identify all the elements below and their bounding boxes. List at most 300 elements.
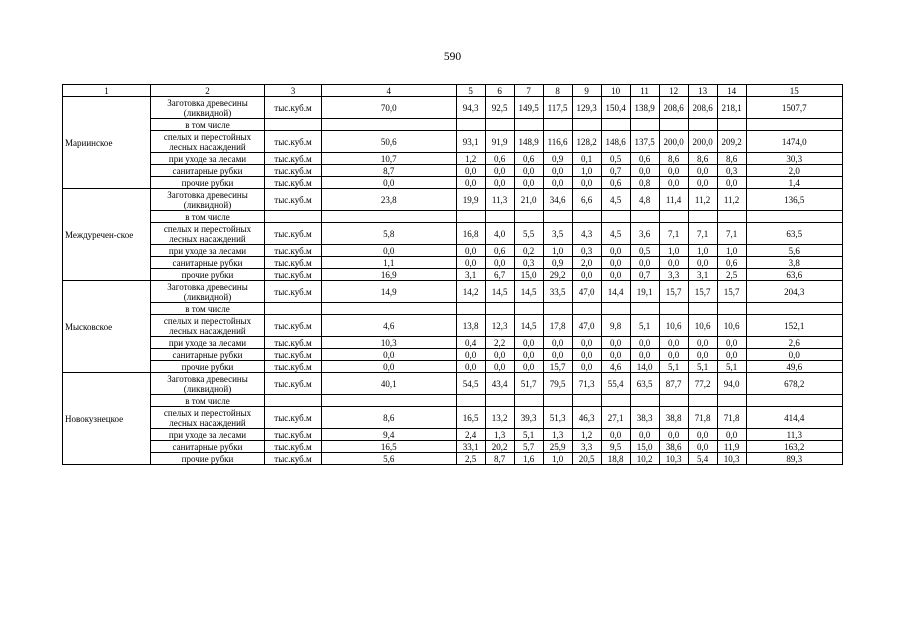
value-cell: 0,0 xyxy=(630,429,659,441)
value-cell: 150,4 xyxy=(601,97,630,119)
value-cell: 0,0 xyxy=(717,349,746,361)
value-cell: 14,5 xyxy=(485,281,514,303)
row-label: Заготовка древесины (ликвидной) xyxy=(151,281,265,303)
value-cell xyxy=(572,211,601,223)
value-cell: 0,0 xyxy=(456,245,485,257)
value-cell: 15,0 xyxy=(514,269,543,281)
value-cell: 71,8 xyxy=(717,407,746,429)
unit-cell: тыс.куб.м xyxy=(264,373,321,395)
value-cell: 8,7 xyxy=(321,165,456,177)
value-cell: 14,5 xyxy=(514,315,543,337)
value-cell: 3,5 xyxy=(543,223,572,245)
value-cell: 17,8 xyxy=(543,315,572,337)
value-cell: 0,0 xyxy=(543,337,572,349)
value-cell xyxy=(485,119,514,131)
value-cell: 2,6 xyxy=(746,337,842,349)
value-cell: 1,3 xyxy=(543,429,572,441)
value-cell: 10,6 xyxy=(717,315,746,337)
value-cell: 116,6 xyxy=(543,131,572,153)
value-cell: 8,6 xyxy=(321,407,456,429)
value-cell: 0,0 xyxy=(630,257,659,269)
value-cell: 1,4 xyxy=(746,177,842,189)
row-label: Заготовка древесины (ликвидной) xyxy=(151,189,265,211)
unit-cell: тыс.куб.м xyxy=(264,407,321,429)
value-cell: 63,5 xyxy=(630,373,659,395)
value-cell: 14,4 xyxy=(601,281,630,303)
unit-cell: тыс.куб.м xyxy=(264,245,321,257)
value-cell xyxy=(456,211,485,223)
table-row xyxy=(63,395,843,407)
row-label: Заготовка древесины (ликвидной) xyxy=(151,373,265,395)
value-cell: 10,3 xyxy=(321,337,456,349)
value-cell: 13,8 xyxy=(456,315,485,337)
value-cell: 9,4 xyxy=(321,429,456,441)
value-cell xyxy=(659,303,688,315)
value-cell: 0,0 xyxy=(601,245,630,257)
table-row xyxy=(63,177,843,189)
value-cell xyxy=(456,303,485,315)
value-cell: 10,2 xyxy=(630,453,659,465)
value-cell: 11,3 xyxy=(746,429,842,441)
value-cell xyxy=(456,119,485,131)
row-label: при уходе за лесами xyxy=(151,429,265,441)
column-header: 12 xyxy=(659,85,688,97)
unit-cell: тыс.куб.м xyxy=(264,269,321,281)
value-cell: 12,3 xyxy=(485,315,514,337)
value-cell: 10,3 xyxy=(717,453,746,465)
row-label: прочие рубки xyxy=(151,453,265,465)
value-cell: 8,7 xyxy=(485,453,514,465)
table-row xyxy=(63,189,843,211)
unit-cell xyxy=(264,395,321,407)
column-header: 2 xyxy=(151,85,265,97)
value-cell: 5,1 xyxy=(717,361,746,373)
value-cell: 0,0 xyxy=(572,349,601,361)
value-cell: 0,4 xyxy=(456,337,485,349)
column-header: 7 xyxy=(514,85,543,97)
value-cell: 204,3 xyxy=(746,281,842,303)
value-cell: 7,1 xyxy=(717,223,746,245)
value-cell: 94,0 xyxy=(717,373,746,395)
value-cell: 152,1 xyxy=(746,315,842,337)
region-name: Мысковское xyxy=(63,281,151,373)
value-cell: 0,0 xyxy=(485,361,514,373)
table-row xyxy=(63,165,843,177)
unit-cell xyxy=(264,211,321,223)
value-cell: 163,2 xyxy=(746,441,842,453)
value-cell: 16,9 xyxy=(321,269,456,281)
value-cell xyxy=(601,211,630,223)
value-cell: 5,7 xyxy=(514,441,543,453)
table-row xyxy=(63,303,843,315)
value-cell: 0,0 xyxy=(321,177,456,189)
table-row xyxy=(63,315,843,337)
value-cell: 20,2 xyxy=(485,441,514,453)
value-cell: 200,0 xyxy=(688,131,717,153)
value-cell: 0,0 xyxy=(688,177,717,189)
value-cell: 1,0 xyxy=(543,453,572,465)
value-cell: 19,1 xyxy=(630,281,659,303)
value-cell: 6,7 xyxy=(485,269,514,281)
column-header: 4 xyxy=(321,85,456,97)
table-row xyxy=(63,429,843,441)
value-cell: 38,8 xyxy=(659,407,688,429)
value-cell: 0,0 xyxy=(688,257,717,269)
value-cell xyxy=(543,119,572,131)
value-cell: 4,8 xyxy=(630,189,659,211)
value-cell: 5,4 xyxy=(688,453,717,465)
value-cell: 29,2 xyxy=(543,269,572,281)
value-cell: 10,6 xyxy=(659,315,688,337)
table-row xyxy=(63,131,843,153)
value-cell xyxy=(746,395,842,407)
value-cell: 0,6 xyxy=(514,153,543,165)
value-cell: 0,0 xyxy=(485,177,514,189)
value-cell: 9,5 xyxy=(601,441,630,453)
table-row xyxy=(63,337,843,349)
value-cell: 5,1 xyxy=(688,361,717,373)
table-row xyxy=(63,223,843,245)
value-cell: 3,3 xyxy=(572,441,601,453)
value-cell: 4,6 xyxy=(321,315,456,337)
unit-cell: тыс.куб.м xyxy=(264,337,321,349)
unit-cell: тыс.куб.м xyxy=(264,153,321,165)
value-cell: 0,0 xyxy=(601,269,630,281)
value-cell xyxy=(601,395,630,407)
unit-cell xyxy=(264,119,321,131)
value-cell xyxy=(572,119,601,131)
unit-cell xyxy=(264,303,321,315)
value-cell: 200,0 xyxy=(659,131,688,153)
value-cell: 0,0 xyxy=(688,165,717,177)
value-cell: 0,0 xyxy=(572,177,601,189)
value-cell: 8,6 xyxy=(717,153,746,165)
value-cell: 11,2 xyxy=(717,189,746,211)
value-cell xyxy=(543,395,572,407)
value-cell: 0,0 xyxy=(688,337,717,349)
value-cell: 71,3 xyxy=(572,373,601,395)
table-row xyxy=(63,257,843,269)
value-cell: 1,6 xyxy=(514,453,543,465)
value-cell: 14,2 xyxy=(456,281,485,303)
value-cell xyxy=(321,211,456,223)
value-cell: 0,0 xyxy=(659,337,688,349)
table-row xyxy=(63,211,843,223)
value-cell: 0,0 xyxy=(514,177,543,189)
value-cell: 20,5 xyxy=(572,453,601,465)
value-cell: 1,0 xyxy=(659,245,688,257)
value-cell: 16,5 xyxy=(321,441,456,453)
value-cell: 15,7 xyxy=(659,281,688,303)
value-cell xyxy=(601,303,630,315)
forest-harvest-table xyxy=(62,84,843,465)
value-cell xyxy=(514,395,543,407)
value-cell: 0,0 xyxy=(717,337,746,349)
value-cell: 1507,7 xyxy=(746,97,842,119)
table-row xyxy=(63,349,843,361)
value-cell: 0,1 xyxy=(572,153,601,165)
row-label: Заготовка древесины (ликвидной) xyxy=(151,97,265,119)
value-cell xyxy=(630,211,659,223)
value-cell: 1,2 xyxy=(572,429,601,441)
value-cell xyxy=(717,395,746,407)
value-cell: 0,6 xyxy=(601,177,630,189)
row-label: при уходе за лесами xyxy=(151,153,265,165)
value-cell: 10,7 xyxy=(321,153,456,165)
value-cell: 1,0 xyxy=(688,245,717,257)
region-name: Мариинское xyxy=(63,97,151,189)
row-label: спелых и перестойных лесных насаждений xyxy=(151,223,265,245)
value-cell: 137,5 xyxy=(630,131,659,153)
value-cell: 0,0 xyxy=(717,429,746,441)
row-label: прочие рубки xyxy=(151,361,265,373)
value-cell: 0,0 xyxy=(630,349,659,361)
value-cell: 1,0 xyxy=(543,245,572,257)
unit-cell: тыс.куб.м xyxy=(264,441,321,453)
value-cell: 0,0 xyxy=(456,177,485,189)
table-row xyxy=(63,373,843,395)
value-cell: 0,6 xyxy=(485,153,514,165)
value-cell xyxy=(485,395,514,407)
column-header: 6 xyxy=(485,85,514,97)
column-header: 11 xyxy=(630,85,659,97)
value-cell xyxy=(659,395,688,407)
row-label: при уходе за лесами xyxy=(151,337,265,349)
value-cell: 0,0 xyxy=(572,337,601,349)
value-cell: 0,0 xyxy=(514,165,543,177)
value-cell xyxy=(630,119,659,131)
value-cell: 47,0 xyxy=(572,281,601,303)
value-cell xyxy=(630,395,659,407)
value-cell xyxy=(514,119,543,131)
unit-cell: тыс.куб.м xyxy=(264,97,321,119)
value-cell: 0,5 xyxy=(601,153,630,165)
row-label: спелых и перестойных лесных насаждений xyxy=(151,315,265,337)
value-cell: 0,0 xyxy=(659,257,688,269)
value-cell: 1,0 xyxy=(572,165,601,177)
value-cell: 0,6 xyxy=(630,153,659,165)
column-header: 3 xyxy=(264,85,321,97)
value-cell: 63,6 xyxy=(746,269,842,281)
value-cell: 10,3 xyxy=(659,453,688,465)
value-cell: 91,9 xyxy=(485,131,514,153)
value-cell: 5,8 xyxy=(321,223,456,245)
value-cell: 79,5 xyxy=(543,373,572,395)
value-cell: 10,6 xyxy=(688,315,717,337)
row-label: санитарные рубки xyxy=(151,165,265,177)
value-cell: 1,1 xyxy=(321,257,456,269)
value-cell xyxy=(321,303,456,315)
value-cell: 49,6 xyxy=(746,361,842,373)
value-cell: 46,3 xyxy=(572,407,601,429)
value-cell: 39,3 xyxy=(514,407,543,429)
value-cell: 13,2 xyxy=(485,407,514,429)
value-cell: 47,0 xyxy=(572,315,601,337)
value-cell: 0,0 xyxy=(321,361,456,373)
value-cell: 0,0 xyxy=(659,429,688,441)
value-cell: 0,0 xyxy=(572,269,601,281)
value-cell xyxy=(514,211,543,223)
value-cell: 0,0 xyxy=(717,177,746,189)
value-cell: 678,2 xyxy=(746,373,842,395)
value-cell: 4,6 xyxy=(601,361,630,373)
value-cell: 89,3 xyxy=(746,453,842,465)
value-cell: 54,5 xyxy=(456,373,485,395)
table-row xyxy=(63,453,843,465)
value-cell: 11,3 xyxy=(485,189,514,211)
value-cell: 11,9 xyxy=(717,441,746,453)
value-cell: 77,2 xyxy=(688,373,717,395)
table-row xyxy=(63,441,843,453)
row-label: санитарные рубки xyxy=(151,349,265,361)
column-header: 14 xyxy=(717,85,746,97)
value-cell: 15,7 xyxy=(717,281,746,303)
value-cell: 3,1 xyxy=(688,269,717,281)
value-cell xyxy=(746,119,842,131)
value-cell: 7,1 xyxy=(688,223,717,245)
value-cell: 0,0 xyxy=(601,257,630,269)
value-cell: 2,4 xyxy=(456,429,485,441)
value-cell: 27,1 xyxy=(601,407,630,429)
value-cell: 34,6 xyxy=(543,189,572,211)
value-cell xyxy=(688,303,717,315)
value-cell: 0,0 xyxy=(456,361,485,373)
row-label: при уходе за лесами xyxy=(151,245,265,257)
value-cell: 5,1 xyxy=(659,361,688,373)
value-cell: 0,6 xyxy=(485,245,514,257)
value-cell: 0,0 xyxy=(456,165,485,177)
value-cell xyxy=(601,119,630,131)
value-cell: 0,0 xyxy=(485,349,514,361)
value-cell: 0,0 xyxy=(601,429,630,441)
value-cell: 218,1 xyxy=(717,97,746,119)
value-cell: 0,0 xyxy=(630,165,659,177)
row-label: прочие рубки xyxy=(151,177,265,189)
value-cell xyxy=(688,395,717,407)
value-cell: 148,9 xyxy=(514,131,543,153)
value-cell: 0,0 xyxy=(543,165,572,177)
value-cell: 0,7 xyxy=(630,269,659,281)
value-cell: 148,6 xyxy=(601,131,630,153)
table-header-row xyxy=(63,85,843,97)
value-cell: 0,8 xyxy=(630,177,659,189)
value-cell: 1,2 xyxy=(456,153,485,165)
unit-cell: тыс.куб.м xyxy=(264,315,321,337)
value-cell: 136,5 xyxy=(746,189,842,211)
value-cell xyxy=(746,211,842,223)
table-row xyxy=(63,281,843,303)
value-cell: 0,0 xyxy=(514,337,543,349)
value-cell: 0,3 xyxy=(572,245,601,257)
value-cell: 3,6 xyxy=(630,223,659,245)
table-row xyxy=(63,245,843,257)
value-cell: 5,1 xyxy=(630,315,659,337)
value-cell: 0,9 xyxy=(543,257,572,269)
value-cell xyxy=(746,303,842,315)
value-cell: 15,0 xyxy=(630,441,659,453)
value-cell: 2,2 xyxy=(485,337,514,349)
unit-cell: тыс.куб.м xyxy=(264,177,321,189)
value-cell: 30,3 xyxy=(746,153,842,165)
row-label: в том числе xyxy=(151,119,265,131)
value-cell: 18,8 xyxy=(601,453,630,465)
value-cell: 0,0 xyxy=(456,257,485,269)
value-cell: 51,7 xyxy=(514,373,543,395)
column-header: 13 xyxy=(688,85,717,97)
value-cell: 0,0 xyxy=(688,441,717,453)
value-cell: 87,7 xyxy=(659,373,688,395)
value-cell: 2,5 xyxy=(717,269,746,281)
value-cell: 15,7 xyxy=(688,281,717,303)
value-cell: 0,6 xyxy=(717,257,746,269)
value-cell: 92,5 xyxy=(485,97,514,119)
value-cell: 5,5 xyxy=(514,223,543,245)
value-cell: 21,0 xyxy=(514,189,543,211)
value-cell xyxy=(717,303,746,315)
unit-cell: тыс.куб.м xyxy=(264,361,321,373)
value-cell xyxy=(717,211,746,223)
value-cell: 14,5 xyxy=(514,281,543,303)
value-cell: 4,5 xyxy=(601,223,630,245)
value-cell: 1474,0 xyxy=(746,131,842,153)
value-cell: 7,1 xyxy=(659,223,688,245)
page-number: 590 xyxy=(443,51,462,63)
value-cell: 0,0 xyxy=(659,349,688,361)
unit-cell: тыс.куб.м xyxy=(264,189,321,211)
value-cell: 0,0 xyxy=(601,349,630,361)
value-cell: 71,8 xyxy=(688,407,717,429)
value-cell: 0,0 xyxy=(659,165,688,177)
table-row xyxy=(63,269,843,281)
unit-cell: тыс.куб.м xyxy=(264,257,321,269)
table-row xyxy=(63,119,843,131)
value-cell: 209,2 xyxy=(717,131,746,153)
unit-cell: тыс.куб.м xyxy=(264,131,321,153)
value-cell xyxy=(485,211,514,223)
unit-cell: тыс.куб.м xyxy=(264,223,321,245)
value-cell: 208,6 xyxy=(688,97,717,119)
unit-cell: тыс.куб.м xyxy=(264,165,321,177)
value-cell: 0,0 xyxy=(659,177,688,189)
unit-cell: тыс.куб.м xyxy=(264,429,321,441)
value-cell: 0,9 xyxy=(543,153,572,165)
table-row xyxy=(63,407,843,429)
value-cell: 33,1 xyxy=(456,441,485,453)
value-cell: 0,0 xyxy=(514,349,543,361)
value-cell: 11,2 xyxy=(688,189,717,211)
value-cell: 414,4 xyxy=(746,407,842,429)
value-cell: 4,5 xyxy=(601,189,630,211)
value-cell: 0,0 xyxy=(630,337,659,349)
value-cell: 0,0 xyxy=(485,165,514,177)
value-cell: 0,3 xyxy=(514,257,543,269)
value-cell: 0,0 xyxy=(321,245,456,257)
value-cell: 11,4 xyxy=(659,189,688,211)
value-cell: 16,8 xyxy=(456,223,485,245)
value-cell: 6,6 xyxy=(572,189,601,211)
value-cell: 0,0 xyxy=(572,361,601,373)
unit-cell: тыс.куб.м xyxy=(264,281,321,303)
table-row xyxy=(63,153,843,165)
value-cell: 15,7 xyxy=(543,361,572,373)
value-cell: 128,2 xyxy=(572,131,601,153)
table-row xyxy=(63,361,843,373)
value-cell: 208,6 xyxy=(659,97,688,119)
row-label: в том числе xyxy=(151,211,265,223)
value-cell: 4,0 xyxy=(485,223,514,245)
value-cell: 23,8 xyxy=(321,189,456,211)
value-cell xyxy=(659,211,688,223)
